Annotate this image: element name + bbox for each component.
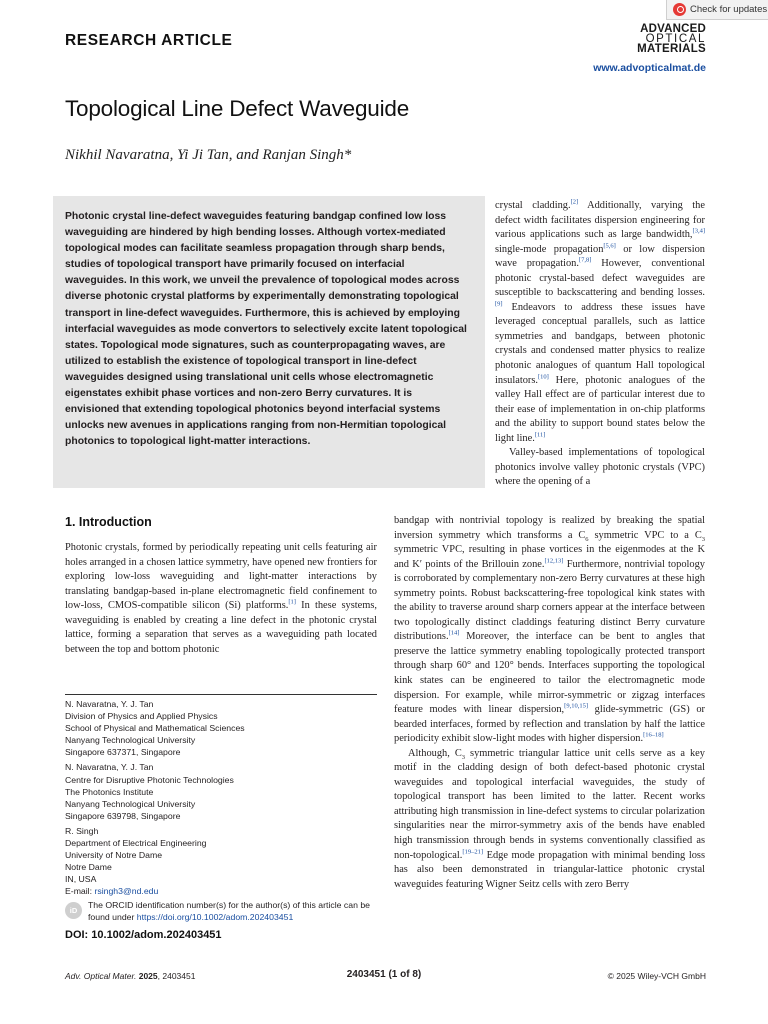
- affiliation-line: R. Singh: [65, 825, 99, 836]
- affiliation-line: University of Notre Dame: [65, 850, 163, 861]
- citation-link[interactable]: [16–18]: [643, 731, 664, 739]
- affiliation-line: Nanyang Technological University: [65, 798, 196, 809]
- text-run: single-mode propagation: [495, 243, 604, 255]
- affiliation-line: Nanyang Technological University: [65, 735, 196, 746]
- text-run: Valley-based implementations of topological photonics involve valley photonic crystals (VPC) where the opening of a: [495, 447, 705, 488]
- text-run: Although, C: [408, 747, 462, 759]
- citation-link[interactable]: [2]: [570, 198, 579, 206]
- affiliation-line: The Photonics Institute: [65, 786, 154, 797]
- text-run: Moreover, the interface can be bent to angles that preserve the lattice symmetry enabling topologically protected transport through sharp 60° and 120° bends. Interfaces supporting the topological kink states can be engineered to tailor the electromagnetic mode dispersion. For example, while mirror-symmetric or zigzag interfaces feature modes with linear dispersion,: [394, 631, 705, 716]
- citation-link[interactable]: [9]: [495, 300, 503, 308]
- orcid-text: [88, 900, 377, 923]
- footer-journal: Adv. Optical Mater.: [65, 971, 137, 981]
- abstract-text: Photonic crystal line-defect waveguides featuring bandgap confined low loss waveguiding are hindered by high bending losses. Although vortex-mediated topological modes can facilitate seamless propagation through sharp bends, studies of topological transport have primarily focused on interfacial waveguides. In this work, we unveil the prevalence of topological modes across diverse photonic crystal platforms by experimentally demonstrating topological transport in line-defect waveguides. Furthermore, this is achieved by employing interfacial waveguides as mode convertors to selectively excite latent topological states. Topological mode signatures, such as counterpropagating waves, are utilized to establish the existence of topological transport in line-defect waveguides designed using translational unit cells whose electromagnetic eigenstates exhibit phase vortices and non-zero Berry curvatures. It is envisioned that extending topological photonics beyond interfacial systems unlocks new avenues in applications ranging from non-Hermitian topological photonics to topological light-matter interactions.: [65, 211, 467, 448]
- journal-logo-line3: MATERIALS: [637, 43, 706, 55]
- orcid-icon: iD: [65, 902, 82, 919]
- subscript: 3: [701, 535, 705, 543]
- affiliation-line: Notre Dame: [65, 862, 112, 873]
- affiliation-line: N. Navaratna, Y. J. Tan: [65, 762, 154, 773]
- affiliation-line: Division of Physics and Applied Physics: [65, 711, 218, 722]
- citation-link[interactable]: [19–21]: [462, 848, 483, 856]
- affiliation-line: Singapore 639798, Singapore: [65, 810, 181, 821]
- check-updates-icon: [673, 3, 686, 16]
- section-label: RESEARCH ARTICLE: [65, 32, 233, 49]
- citation-link[interactable]: [9,10,15]: [564, 702, 588, 710]
- orcid-doi-link[interactable]: https://doi.org/10.1002/adom.202403451: [136, 911, 294, 922]
- footer-copyright: © 2025 Wiley-VCH GmbH: [607, 971, 706, 981]
- affiliation-group: [65, 698, 377, 758]
- footer-article-number: , 2403451: [157, 971, 196, 981]
- footer-year: 2025: [138, 971, 158, 981]
- article-title: Topological Line Defect Waveguide: [65, 96, 410, 121]
- citation-link[interactable]: [10]: [538, 373, 549, 381]
- subscript: 6: [585, 535, 589, 543]
- text-run: Here, photonic analogues of the valley Hall effect are of particular interest due to their ease of implementation in on-chip platforms and the ability to support bound states below the light line.: [495, 374, 705, 444]
- text-run: Furthermore, nontrivial topology is corroborated by complementary non-zero Berry curvatures at these high symmetry points. Robust backscattering-free topological kink states with the ability to traverse around sharp corners appear at the interface between two topologically distinct claddings featuring distinct Berry curvature distributions.: [394, 558, 705, 643]
- email-label: E-mail:: [65, 886, 95, 897]
- citation-link[interactable]: [5,6]: [603, 242, 616, 250]
- text-run: bandgap with nontrivial topology is realized by breaking the spatial inversion symmetry which transforms a C: [394, 515, 705, 541]
- text-run: In these systems, waveguiding is enabled by creating a line defect in the photonic crystal lattice, forming a separation that serves as a waveguiding path located between the top and bottom photonic: [65, 600, 377, 655]
- citation-link[interactable]: [11]: [534, 431, 546, 439]
- citation-link[interactable]: [12,13]: [544, 557, 564, 565]
- citation-link[interactable]: [7,8]: [578, 256, 592, 264]
- affiliation-line: N. Navaratna, Y. J. Tan: [65, 699, 154, 709]
- text-run: Endeavors to address these issues have leveraged conceptual parallels, such as lattice symmetries and bandgaps, between photonic crystals and condensed matter physics to realize photonic analogues of quantum Hall topological insulators.: [495, 301, 705, 386]
- text-run: Photonic crystals, formed by periodically repeating unit cells featuring air holes arranged in a chosen lattice symmetry, have opened new frontiers for exploring low-loss waveguiding and light-matter interactions by translating bandgap-based in-plane electromagnetic field confinement to low-loss, CMOS-compatible silicon (Si) platforms.: [65, 542, 377, 612]
- affiliation-line: School of Physical and Mathematical Sciences: [65, 723, 245, 734]
- section-heading-introduction: 1. Introduction: [65, 515, 152, 529]
- affiliation-line: Singapore 637371, Singapore: [65, 747, 181, 758]
- paragraph: [394, 514, 705, 747]
- footer-page-number: 2403451 (1 of 8): [346, 969, 422, 980]
- check-for-updates-badge[interactable]: [666, 0, 768, 20]
- email-line: [65, 885, 377, 897]
- text-run: Edge mode propagation with minimal bending loss has also been demonstrated in triangular-lattice photonic crystal waveguides featuring Wigner Seitz cells with zero Berry: [394, 849, 705, 890]
- subscript: 3: [461, 753, 466, 761]
- right-column-top: [495, 199, 705, 490]
- paragraph: [65, 541, 377, 657]
- orcid-note-text: The ORCID identification number(s) for the author(s) of this article can be found under: [88, 900, 370, 922]
- text-run: symmetric VPC to a C: [588, 529, 702, 541]
- journal-url-link[interactable]: www.advopticalmat.de: [593, 62, 706, 74]
- affiliation-line: Department of Electrical Engineering: [65, 838, 207, 849]
- paragraph: [394, 747, 705, 892]
- orcid-note: [65, 900, 377, 923]
- text-run: crystal cladding.: [495, 200, 571, 211]
- text-run: glide-symmetric (GS) or bearded interfaces, formed by reflection and translation by half the lattice periodicity exhibit slow-light modes with higher dispersion.: [394, 704, 706, 745]
- journal-logo-line2: OPTICAL: [645, 33, 706, 45]
- paragraph: [495, 199, 705, 446]
- check-updates-label: Check for updates: [690, 4, 768, 15]
- affiliations: [65, 694, 377, 901]
- email-link[interactable]: rsingh3@nd.edu: [94, 886, 159, 897]
- text-run: Additionally, varying the defect width facilitates dispersion engineering for various applications such as large bandwidth,: [495, 200, 705, 241]
- text-run: or low dispersion wave propagation.: [495, 243, 705, 270]
- citation-link[interactable]: [3,4]: [692, 227, 705, 235]
- citation-link[interactable]: [1]: [288, 598, 296, 606]
- right-column-bottom: [394, 514, 705, 892]
- text-run: symmetric VPC, resulting in phase vortices in the eigenmodes at the K and K′ points of the Brillouin zone.: [394, 544, 705, 570]
- introduction-text: [65, 541, 377, 657]
- affiliation-line: IN, USA: [65, 874, 97, 885]
- text-run: symmetric triangular lattice unit cells serve as a key motif in the cladding design of both defect-based photonic crystal waveguides and topological interfacial waveguides, the study of topological transport has been limited to the latter. Recent works attributing high transmission in line-defect systems to circular polarization singularities near the mirror-symmetry axis of the bends have enabled high transmission through bends in systems conventionally classified as non-topological.: [394, 747, 705, 861]
- affiliation-group: [65, 761, 377, 821]
- text-run: However, conventional photonic crystal-based defect waveguides are susceptible to backscattering and bending losses.: [495, 258, 705, 299]
- citation-link[interactable]: [14]: [448, 629, 460, 637]
- author-list: Nikhil Navaratna, Yi Ji Tan, and Ranjan Singh*: [65, 147, 352, 163]
- paragraph: [495, 446, 705, 490]
- journal-logo-line1: ADVANCED: [640, 23, 706, 35]
- affiliation-group: [65, 825, 377, 898]
- article-doi: DOI: 10.1002/adom.202403451: [65, 929, 222, 941]
- affiliation-line: Centre for Disruptive Photonic Technologies: [65, 774, 234, 785]
- journal-logo: [610, 24, 706, 54]
